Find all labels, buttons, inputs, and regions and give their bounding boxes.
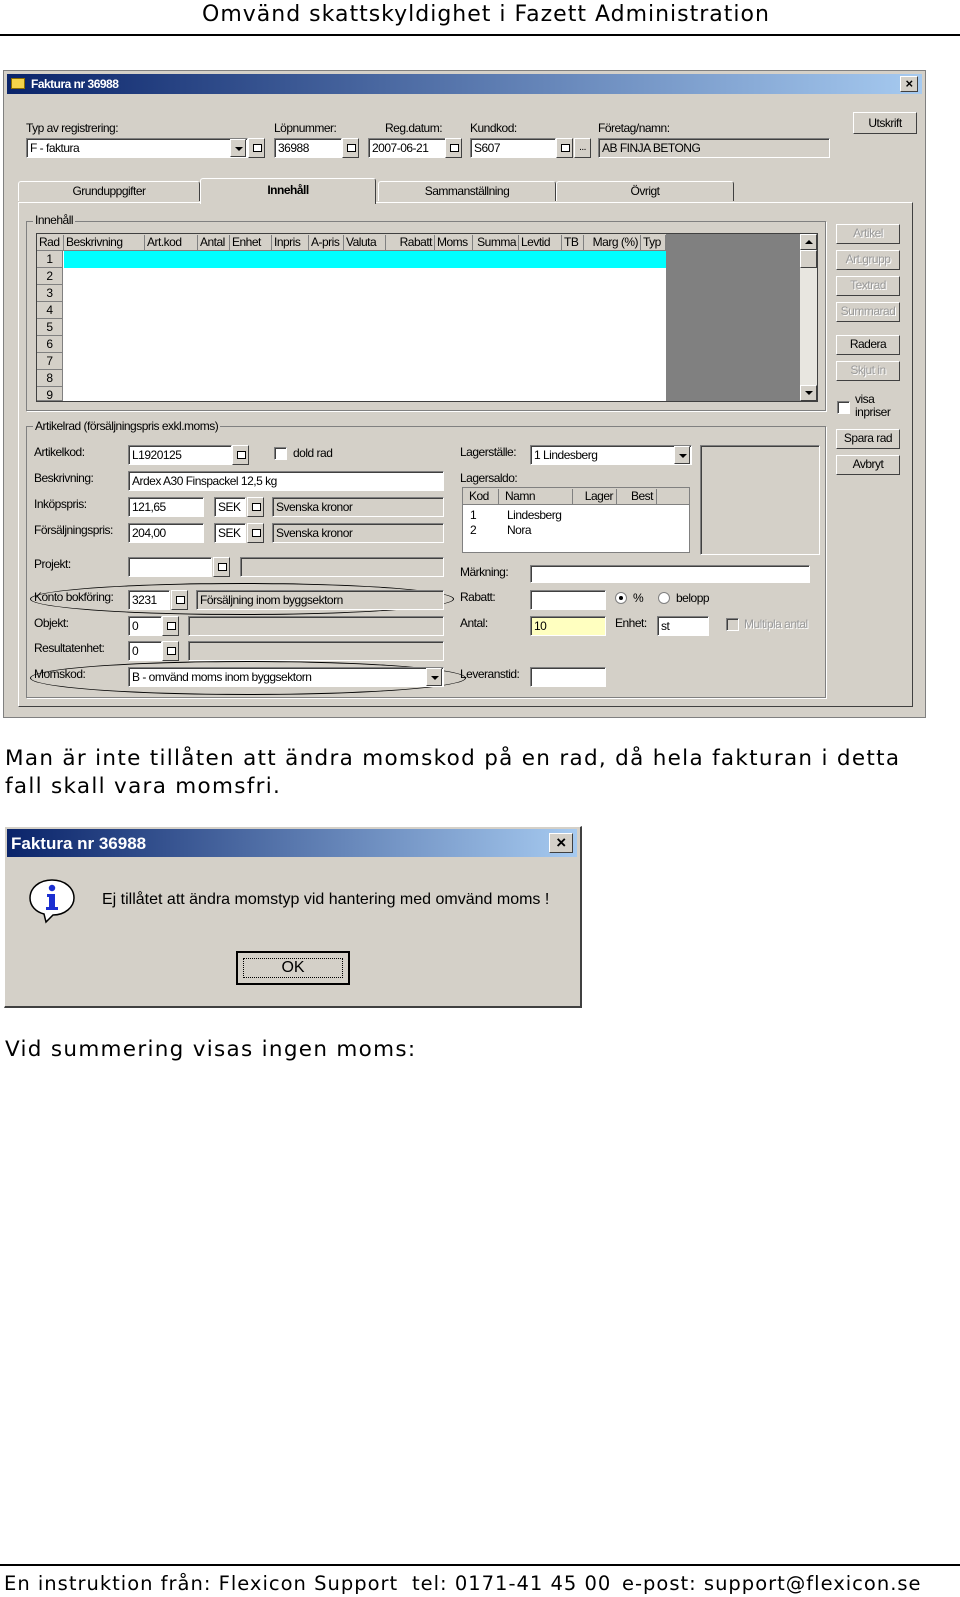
objekt-name (188, 616, 444, 636)
rabatt-field[interactable] (530, 590, 606, 610)
tab-sammanstallning[interactable]: Sammanställning (378, 181, 556, 201)
typ-label: Typ av registrering: (26, 121, 119, 135)
percent-radio[interactable] (615, 592, 627, 604)
visa-inpriser-checkbox[interactable] (837, 401, 850, 414)
enhet-field[interactable]: st (657, 616, 709, 636)
dold-rad-checkbox[interactable] (274, 447, 287, 460)
konto-lookup-icon[interactable] (171, 590, 188, 610)
skjut-in-button[interactable]: Skjut in (836, 361, 900, 381)
inkop-currency-field[interactable]: SEK (214, 497, 246, 517)
typ-lookup-icon[interactable] (248, 138, 265, 158)
ok-focus-rect: OK (243, 958, 343, 978)
col-lager: Lager (573, 489, 617, 505)
foretag-field: AB FINJA BETONG (598, 138, 830, 158)
col-summa: Summa (473, 235, 519, 251)
list-item: 2 (470, 523, 477, 537)
inkop-currency-name: Svenska kronor (272, 497, 444, 517)
leveranstid-field[interactable] (530, 667, 606, 687)
momskod-label: Momskod: (34, 667, 86, 681)
artikelkod-label: Artikelkod: (34, 445, 85, 459)
selected-row-highlight[interactable] (64, 251, 666, 268)
kundkod-lookup-icon[interactable] (556, 138, 573, 158)
col-enhet: Enhet (230, 235, 272, 251)
row-number[interactable]: 4 (37, 302, 63, 319)
tab-ovrigt[interactable]: Övrigt (556, 181, 734, 201)
page-header (0, 0, 960, 36)
lagersaldo-label: Lagersaldo: (460, 471, 518, 485)
typ-select[interactable]: F - faktura (26, 138, 248, 158)
scroll-down-icon[interactable] (800, 385, 817, 401)
scroll-up-icon[interactable] (800, 234, 817, 250)
dold-rad-label: dold rad (293, 446, 333, 460)
markning-field[interactable] (530, 565, 810, 583)
row-number[interactable]: 1 (37, 251, 63, 268)
row-number[interactable]: 9 (37, 387, 63, 401)
multipla-antal-checkbox[interactable] (726, 618, 739, 631)
col-artkod: Art.kod (145, 235, 198, 251)
paragraph-omvand-moms: Man är inte tillåten att ändra momskod på en rad, då hela fakturan i detta fall skall vara momsfri. (5, 746, 901, 799)
chevron-down-icon[interactable] (674, 446, 690, 464)
scroll-thumb[interactable] (800, 250, 817, 268)
forsalj-currency-name: Svenska kronor (272, 523, 444, 543)
konto-field[interactable]: 3231 (128, 590, 170, 610)
list-item: 1 (470, 508, 477, 522)
resultatenhet-lookup-icon[interactable] (162, 641, 179, 661)
list-item: Lindesberg (507, 508, 562, 522)
visa-inpriser-label: visa inpriser (855, 392, 891, 419)
message-text: Ej tillåtet att ändra momstyp vid hantering med omvänd moms ! (102, 891, 550, 908)
invoice-window-titlebar (7, 74, 922, 94)
col-moms: Moms (435, 235, 473, 251)
print-button[interactable]: Utskrift (853, 112, 917, 134)
lopnummer-field[interactable]: 36988 (274, 138, 342, 158)
lagerstalle-label: Lagerställe: (460, 445, 517, 459)
avbryt-button[interactable]: Avbryt (836, 455, 900, 475)
textrad-button[interactable]: Textrad (836, 276, 900, 296)
regdatum-lookup-icon[interactable] (445, 138, 462, 158)
konto-name: Försäljning inom byggsektorn (196, 590, 444, 610)
col-kod: Kod (463, 489, 499, 505)
col-inpris: Inpris (272, 235, 309, 251)
col-tb: TB (562, 235, 584, 251)
projekt-name (240, 557, 444, 577)
lagerstalle-select[interactable]: 1 Lindesberg (530, 445, 692, 465)
col-rad: Rad (37, 235, 64, 251)
ok-button[interactable] (236, 951, 350, 985)
footer-source: En instruktion från: Flexicon Support (4, 1572, 399, 1595)
markning-label: Märkning: (460, 565, 509, 579)
objekt-field[interactable]: 0 (128, 616, 162, 636)
col-rabatt: Rabatt (386, 235, 435, 251)
row-number[interactable]: 5 (37, 319, 63, 336)
tab-grunduppgifter[interactable]: Grunduppgifter (18, 181, 200, 201)
col-valuta: Valuta (344, 235, 386, 251)
lagersaldo-header (463, 488, 689, 505)
projekt-field[interactable] (128, 557, 212, 577)
konto-label: Konto bokföring: (34, 590, 114, 604)
artikelkod-field[interactable]: L1920125 (128, 445, 232, 465)
col-levtid: Levtid (519, 235, 562, 251)
forsalj-currency-field[interactable]: SEK (214, 523, 246, 543)
artikelkod-lookup-icon[interactable] (232, 445, 249, 465)
message-dialog (4, 826, 582, 1008)
grid-header (37, 234, 666, 251)
row-number[interactable]: 3 (37, 285, 63, 302)
radera-button[interactable]: Radera (836, 335, 900, 355)
folder-icon (11, 78, 25, 89)
lopnummer-label: Löpnummer: (274, 121, 337, 135)
invoice-rows-grid[interactable] (36, 233, 818, 402)
footer-phone: tel: 0171-41 45 00 (412, 1572, 612, 1595)
col-antal: Antal (198, 235, 230, 251)
forsaljningspris-field[interactable]: 204,00 (128, 523, 204, 543)
regdatum-label: Reg.datum: (385, 121, 443, 135)
chevron-down-icon[interactable] (426, 668, 442, 686)
invoice-window-title: Faktura nr 36988 (31, 77, 119, 91)
inkopspris-label: Inköpspris: (34, 497, 87, 511)
col-typ: Typ (641, 235, 666, 251)
projekt-lookup-icon[interactable] (213, 557, 230, 577)
col-beskrivning: Beskrivning (64, 235, 145, 251)
list-item: Nora (507, 523, 532, 537)
article-group-title: Artikelrad (försäljningspris exkl.moms) (35, 419, 219, 433)
col-best: Best (617, 489, 657, 505)
content-group-title: Innehåll (35, 213, 74, 227)
close-icon[interactable]: × (549, 833, 573, 853)
momskod-select[interactable]: B - omvänd moms inom byggsektorn (128, 667, 444, 687)
leveranstid-label: Leveranstid: (460, 667, 520, 681)
beskrivning-label: Beskrivning: (34, 471, 94, 485)
summarad-button[interactable]: Summarad (836, 302, 900, 322)
foretag-label: Företag/namn: (598, 121, 670, 135)
kundkod-field[interactable]: S607 (470, 138, 556, 158)
beskrivning-field[interactable]: Ardex A30 Finspackel 12,5 kg (128, 471, 444, 491)
regdatum-field[interactable]: 2007-06-21 (368, 138, 446, 158)
message-dialog-titlebar (7, 829, 577, 857)
artikel-button[interactable]: Artikel (836, 224, 900, 244)
inkopspris-field[interactable]: 121,65 (128, 497, 204, 517)
grid-scrollbar[interactable] (800, 234, 817, 401)
info-icon (27, 877, 77, 925)
message-dialog-title: Faktura nr 36988 (11, 834, 147, 853)
antal-field[interactable]: 10 (530, 616, 606, 636)
row-number[interactable]: 6 (37, 336, 63, 353)
enhet-label: Enhet: (615, 616, 647, 630)
row-number[interactable]: 8 (37, 370, 63, 387)
resultatenhet-field[interactable]: 0 (128, 641, 162, 661)
belopp-radio[interactable] (658, 592, 670, 604)
resultatenhet-label: Resultatenhet: (34, 641, 105, 655)
multipla-antal-label: Multipla antal (744, 617, 808, 631)
art-grupp-button[interactable]: Art.grupp (836, 250, 900, 270)
objekt-lookup-icon[interactable] (162, 616, 179, 636)
lagersaldo-list[interactable] (462, 487, 690, 553)
tab-innehall[interactable]: Innehåll (200, 178, 376, 204)
close-icon[interactable]: × (900, 76, 918, 92)
article-image-box (700, 445, 820, 555)
row-number[interactable]: 2 (37, 268, 63, 285)
col-apris: A-pris (309, 235, 344, 251)
chevron-down-icon[interactable] (230, 139, 246, 157)
spara-rad-button[interactable]: Spara rad (836, 429, 900, 449)
row-number[interactable]: 7 (37, 353, 63, 370)
objekt-label: Objekt: (34, 616, 69, 630)
antal-label: Antal: (460, 616, 488, 630)
resultatenhet-name (188, 641, 444, 661)
kundkod-label: Kundkod: (470, 121, 517, 135)
rabatt-label: Rabatt: (460, 590, 496, 604)
page-footer (0, 1564, 960, 1597)
belopp-label: belopp (676, 591, 710, 605)
inkop-currency-lookup-icon[interactable] (247, 497, 264, 517)
percent-label: % (633, 591, 644, 605)
paragraph-summering: Vid summering visas ingen moms: (5, 1037, 417, 1062)
invoice-window (3, 70, 926, 718)
lopnummer-lookup-icon[interactable] (342, 138, 359, 158)
forsaljningspris-label: Försäljningspris: (34, 523, 113, 537)
col-marg: Marg (%) (584, 235, 641, 251)
kundkod-more-button[interactable]: ... (574, 138, 591, 158)
forsalj-currency-lookup-icon[interactable] (247, 523, 264, 543)
projekt-label: Projekt: (34, 557, 71, 571)
footer-email: e-post: support@flexicon.se (622, 1572, 922, 1595)
page-header-title: Omvänd skattskyldighet i Fazett Administration (202, 2, 770, 27)
col-namn: Namn (499, 489, 573, 505)
